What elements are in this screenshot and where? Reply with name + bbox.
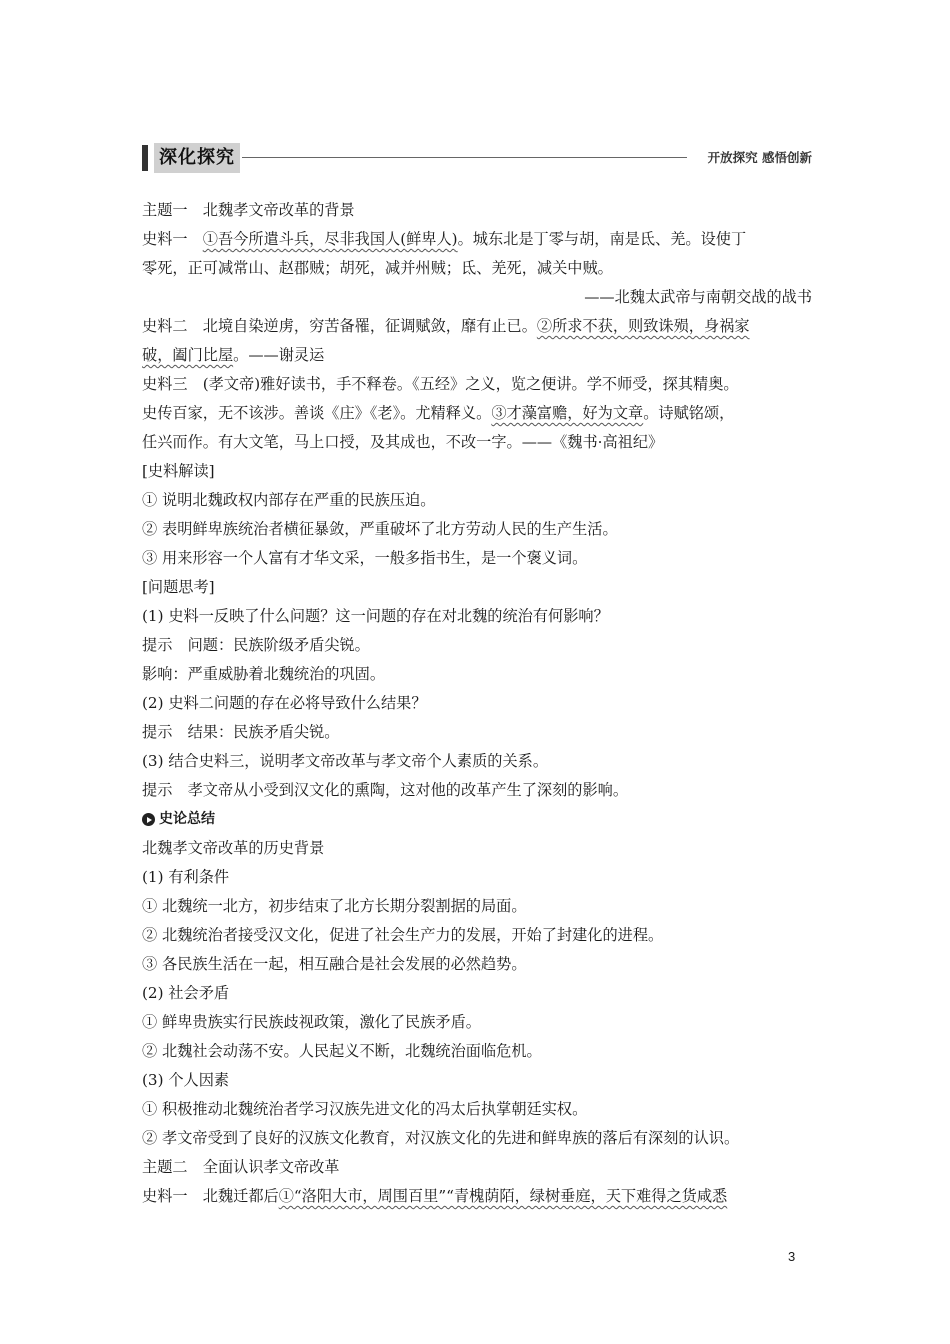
paragraph-line: 零死，正可减常山、赵郡贼；胡死，减并州贼；氐、羌死，减关中贼。 — [142, 259, 613, 277]
question: (3) 结合史料三，说明孝文帝改革与孝文帝个人素质的关系。 — [142, 752, 549, 770]
section-title: 深化探究 — [154, 143, 240, 173]
subheading: (3) 个人因素 — [142, 1071, 230, 1089]
annotated-text: ①“洛阳大市，周围百里”“青槐荫陌，绿树垂庭，天下难得之货咸悉 — [278, 1187, 728, 1205]
annotated-text: ①吾今所遣斗兵，尽非我国人(鲜卑人) — [202, 230, 458, 248]
text: 。城东北是丁零与胡，南是氐、羌。设使丁 — [457, 230, 747, 248]
list-item: ② 表明鲜卑族统治者横征暴敛，严重破坏了北方劳动人民的生产生活。 — [142, 520, 618, 538]
interpretation-heading: [史料解读] — [142, 462, 215, 480]
text: 史料一 — [142, 230, 203, 248]
source-one-line — [142, 1182, 812, 1211]
section-subtitle: 开放探究 感悟创新 — [707, 150, 812, 165]
list-item: ① 鲜卑贵族实行民族歧视政策，激化了民族矛盾。 — [142, 1013, 481, 1031]
list-item: ③ 各民族生活在一起，相互融合是社会发展的必然趋势。 — [142, 955, 527, 973]
text: 史料一 北魏迁都后 — [142, 1187, 279, 1205]
annotated-text: ②所求不获，则致诛殒，身祸家 — [536, 317, 750, 335]
question: (1) 史料一反映了什么问题？这一问题的存在对北魏的统治有何影响？ — [142, 607, 609, 625]
annotated-text: ③才藻富赡，好为文章 — [491, 404, 644, 422]
text: 史传百家，无不该涉。善谈《庄》《老》。尤精释义。 — [142, 404, 492, 422]
subheading: (2) 社会矛盾 — [142, 984, 230, 1002]
page-number: 3 — [788, 1249, 796, 1264]
hint: 提示 问题：民族阶级矛盾尖锐。 — [142, 636, 370, 654]
list-item: ② 孝文帝受到了良好的汉族文化教育，对汉族文化的先进和鲜卑族的落后有深刻的认识。 — [142, 1129, 740, 1147]
source-one-line — [142, 225, 812, 254]
source-two-line — [142, 312, 812, 341]
text: 。——谢灵运 — [233, 346, 325, 364]
annotated-text: 破，阖门比屋 — [142, 346, 234, 364]
play-circle-icon — [142, 813, 155, 826]
header-divider — [242, 157, 687, 158]
section-header — [142, 143, 812, 173]
document-body — [142, 196, 812, 1211]
paragraph-line — [142, 399, 812, 428]
summary-heading-label: 史论总结 — [159, 811, 215, 827]
source-three-line: 史料三 (孝文帝)雅好读书，手不释卷。《五经》之义，览之便讲。学不师受，探其精奥。 — [142, 375, 739, 393]
hint: 提示 结果：民族矛盾尖锐。 — [142, 723, 340, 741]
topic-one-heading: 主题一 北魏孝文帝改革的背景 — [142, 201, 355, 219]
question: (2) 史料二问题的存在必将导致什么结果？ — [142, 694, 427, 712]
list-item: ② 北魏统治者接受汉文化，促进了社会生产力的发展，开始了封建化的进程。 — [142, 926, 664, 944]
header-accent-bar — [142, 145, 148, 171]
summary-title: 北魏孝文帝改革的历史背景 — [142, 839, 325, 857]
paragraph-line: 任兴而作。有大文笔，马上口授，及其成也，不改一字。——《魏书·高祖纪》 — [142, 433, 664, 451]
text: 史料二 北境自染逆虏，穷苦备罹，征调赋敛，靡有止已。 — [142, 317, 537, 335]
topic-two-heading: 主题二 全面认识孝文帝改革 — [142, 1158, 340, 1176]
list-item: ① 积极推动北魏统治者学习汉族先进文化的冯太后执掌朝廷实权。 — [142, 1100, 588, 1118]
list-item: ① 说明北魏政权内部存在严重的民族压迫。 — [142, 491, 436, 509]
hint: 提示 孝文帝从小受到汉文化的熏陶，这对他的改革产生了深刻的影响。 — [142, 781, 628, 799]
list-item: ① 北魏统一北方，初步结束了北方长期分裂割据的局面。 — [142, 897, 527, 915]
subheading: (1) 有利条件 — [142, 868, 230, 886]
hint: 影响：严重威胁着北魏统治的巩固。 — [142, 665, 385, 683]
summary-heading — [142, 805, 812, 834]
text: 。诗赋铭颂， — [643, 404, 735, 422]
list-item: ② 北魏社会动荡不安。人民起义不断，北魏统治面临危机。 — [142, 1042, 542, 1060]
paragraph-line — [142, 341, 812, 370]
list-item: ③ 用来形容一个人富有才华文采，一般多指书生，是一个褒义词。 — [142, 549, 588, 567]
questions-heading: [问题思考] — [142, 578, 215, 596]
source-citation: ——北魏太武帝与南朝交战的战书 — [584, 288, 812, 306]
